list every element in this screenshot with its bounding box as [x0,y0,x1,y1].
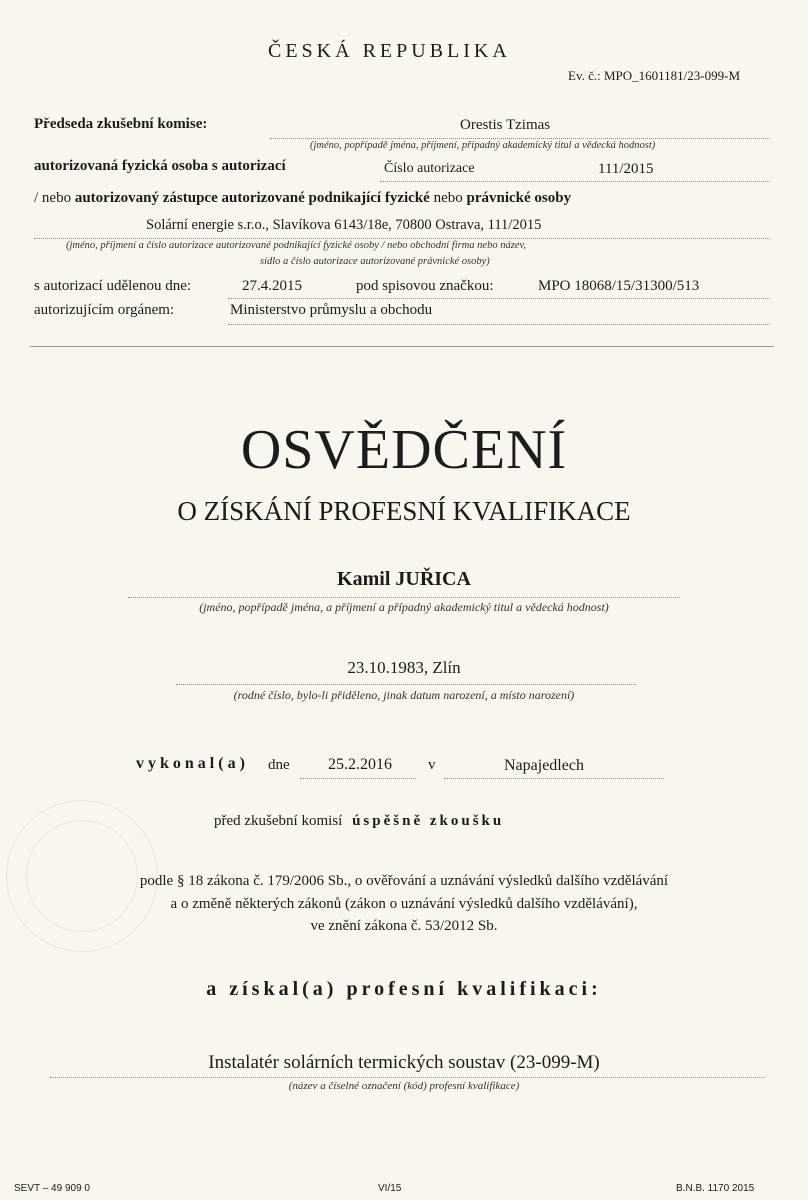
company-line [34,238,770,239]
birth-line [176,684,636,685]
holder-name: Kamil JUŘICA [337,568,471,590]
qualification-line [50,1077,764,1078]
footer-left: SEVT – 49 909 0 [14,1183,90,1194]
footer-right: B.N.B. 1170 2015 [676,1183,755,1194]
exam-in-label: v [428,757,436,773]
chair-label: Předseda zkušební komise: [34,116,208,132]
representative-mid: nebo [433,190,463,206]
company-caption-2: sídlo a číslo autorizace autorizované právnické osoby) [260,256,490,267]
chair-line [270,138,770,139]
country-heading: ČESKÁ REPUBLIKA [268,40,511,62]
certificate-title: OSVĚDČENÍ [240,419,568,481]
qualification-acquired: a získal(a) profesní kvalifikaci: [206,978,602,1000]
qualification-caption: (název a číselné označení (kód) profesní kvalifikace) [288,1080,520,1092]
authorization-line [380,181,770,182]
birth-caption: (rodné číslo, bylo-li přiděleno, jinak datum narození, a místo narození) [233,688,575,702]
committee-text: před zkušební komisí [214,813,343,829]
exam-date-line [300,778,416,779]
chair-caption: (jméno, popřípadě jména, příjmení, případný akademický titul a vědecká hodnost) [310,140,656,151]
representative-label: autorizovaný zástupce autorizované podnikající fyzické [74,190,430,206]
law-line-1: podle § 18 zákona č. 179/2006 Sb., o ověřování a uznávání výsledků dalšího vzdělávání [139,873,669,889]
chair-name: Orestis Tzimas [460,117,551,133]
performed-label: vykonal(a) [136,755,249,772]
representative-line [34,190,571,207]
certificate-subtitle: O ZÍSKÁNÍ PROFESNÍ KVALIFIKACE [177,496,631,526]
header-separator [30,346,774,347]
company-text: Solární energie s.r.o., Slavíkova 6143/18e, 70800 Ostrava, 111/2015 [146,217,542,233]
exam-date: 25.2.2016 [328,756,392,773]
law-line-2: a o změně některých zákonů (zákon o uznávání výsledků dalšího vzdělávání), [170,896,638,912]
holder-caption: (jméno, popřípadě jména, a příjmení a případný akademický titul a vědecká hodnost) [199,600,609,614]
granted-line [228,298,770,299]
authorization-number-label: Číslo autorizace [384,161,475,176]
evidence-number: Ev. č.: MPO_1601181/23-099-M [568,68,741,83]
exam-place: Napajedlech [504,757,584,774]
exam-success: úspěšně zkoušku [352,813,505,829]
exam-place-line [444,778,664,779]
representative-end: právnické osoby [466,190,572,206]
or-prefix: / nebo [34,190,72,206]
authorization-number: 111/2015 [598,161,654,177]
committee-line [214,813,504,830]
footer-center: VI/15 [378,1183,402,1194]
law-line-3: ve znění zákona č. 53/2012 Sb. [310,918,498,934]
file-number: MPO 18068/15/31300/513 [538,278,700,294]
exam-on-label: dne [268,757,290,773]
qualification-name: Instalatér solárních termických soustav (23-099-M) [208,1052,600,1073]
authority-label: autorizujícím orgánem: [34,302,175,318]
holder-line [128,597,680,598]
birth-info: 23.10.1983, Zlín [347,658,461,677]
granted-label: s autorizací udělenou dne: [34,278,192,294]
authority-line [228,324,770,325]
authorized-person-label: autorizovaná fyzická osoba s autorizací [34,158,286,174]
file-label: pod spisovou značkou: [356,278,494,294]
authority-name: Ministerstvo průmyslu a obchodu [230,302,433,318]
granted-date: 27.4.2015 [242,278,302,294]
company-caption-1: (jméno, příjmení a číslo autorizace autorizované podnikající fyzické osoby / nebo obchodní firma nebo název, [66,240,526,251]
